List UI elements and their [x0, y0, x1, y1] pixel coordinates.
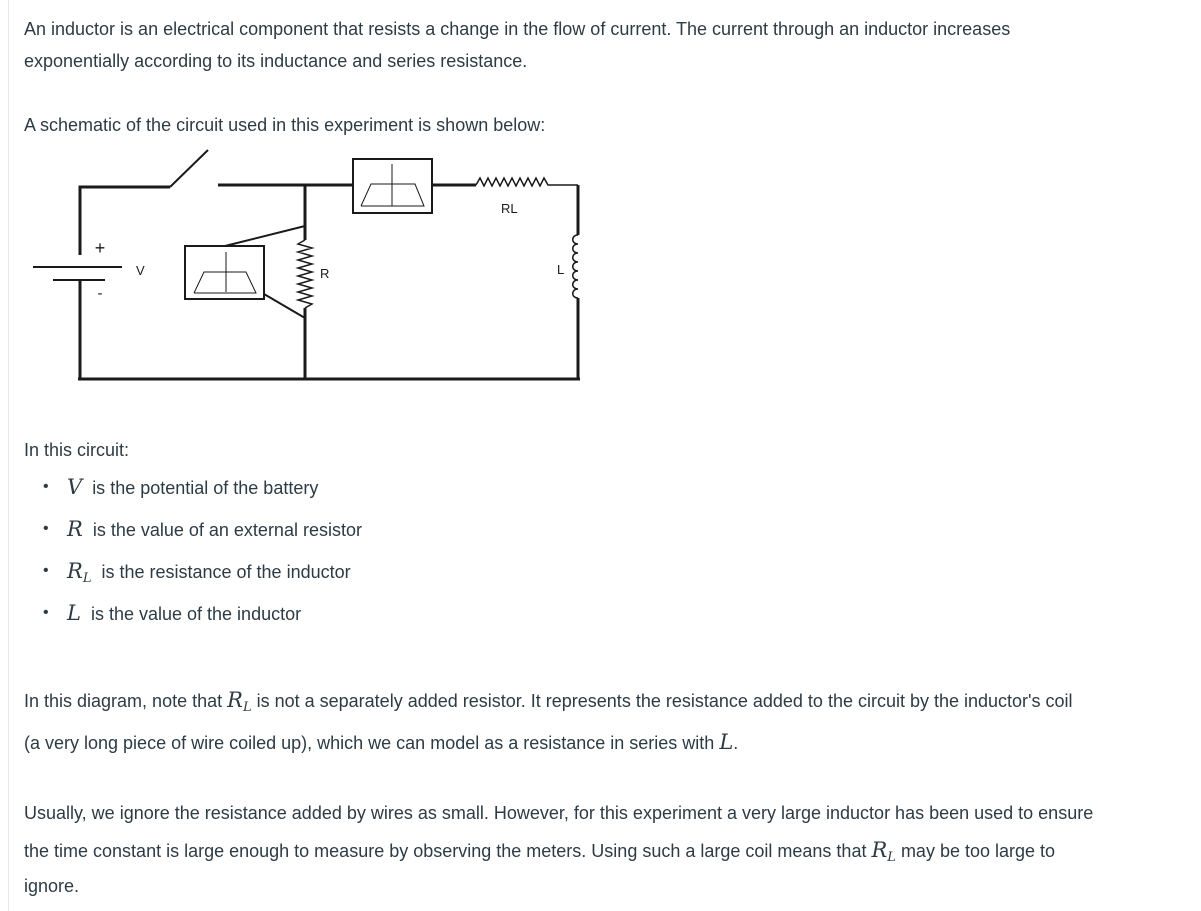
math-symbol: V	[67, 475, 83, 499]
inductor-coil	[573, 235, 578, 298]
math-symbol: R	[67, 517, 83, 541]
math-symbol: R	[227, 688, 243, 712]
usually-line-1: Usually, we ignore the resistance added by wires as small. However, for this experiment a very large inductor has been used to ensure	[24, 803, 1094, 823]
voltmeter-lead-top	[225, 226, 305, 246]
math-symbol: L	[67, 601, 81, 625]
list-item	[24, 468, 362, 510]
intro-line-1: An inductor is an electrical component that resists a change in the flow of current. The current through an inductor increases	[24, 19, 1011, 39]
voltmeter-lead-bottom	[264, 294, 305, 318]
usually-line-3: ignore.	[24, 876, 80, 896]
circuit-schematic	[0, 140, 600, 385]
note-line-1: In this diagram, note that $R_L$ is not a separately added resistor. It represents the resistance added to the circuit by the inductor's coil	[24, 688, 1073, 715]
list-item	[24, 510, 362, 552]
open-switch	[170, 150, 208, 187]
math-symbol: L	[719, 730, 734, 754]
wire-top-left	[80, 187, 170, 255]
resistor-r	[298, 240, 312, 308]
resistor-rl	[476, 178, 578, 186]
resistor-r-label: R	[320, 266, 330, 281]
note-line-2: (a very long piece of wire coiled up), which we can model as a resistance in series with L.	[24, 730, 739, 754]
content-left-border	[8, 0, 9, 911]
list-item-text: is the value of an external resistor	[92, 520, 362, 540]
list-item-text: is the potential of the battery	[92, 478, 319, 498]
list-item-text: is the value of the inductor	[90, 604, 302, 624]
battery-plus-label: +	[94, 238, 106, 258]
list-item	[24, 594, 362, 636]
inductor-l-label: L	[557, 262, 565, 277]
circuit-heading: In this circuit:	[24, 440, 130, 460]
math-subscript: L	[887, 850, 896, 865]
battery-minus-label: -	[97, 285, 103, 302]
voltmeter-scale	[194, 272, 256, 293]
variable-list	[24, 468, 362, 636]
resistor-rl-label: RL	[501, 201, 518, 216]
list-item-text: is the resistance of the inductor	[101, 562, 351, 582]
math-symbol: R	[871, 838, 888, 862]
battery-v-label: V	[136, 263, 145, 278]
intro-line-2: exponentially according to its inductance and series resistance.	[24, 51, 528, 71]
math-subscript: L	[242, 700, 252, 715]
math-symbol: R	[67, 559, 83, 583]
list-item	[24, 552, 362, 594]
usually-line-2: the time constant is large enough to measure by observing the meters. Using such a large coil means that $R_L$ may be too large to	[24, 838, 1056, 865]
math-subscript: L	[82, 571, 92, 586]
schematic-intro: A schematic of the circuit used in this experiment is shown below:	[24, 115, 546, 135]
